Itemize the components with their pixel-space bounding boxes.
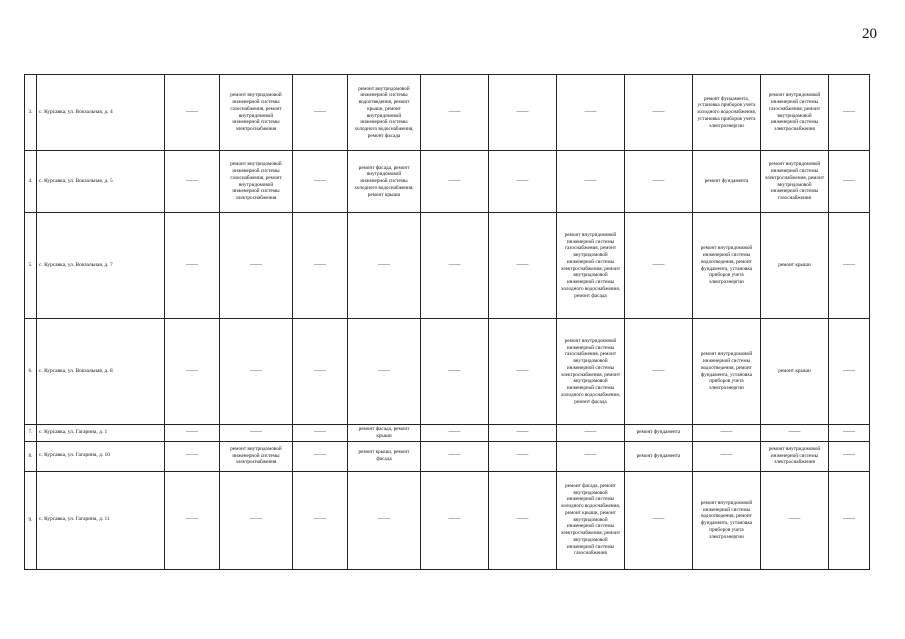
empty-cell: —— <box>220 471 293 569</box>
repair-work-cell: ремонт внутридомовой инженерной системы газоснабжения, ремонт внутридомовой инженерной системы электроснабжения, ремонт внутридомовой инженерной системы холодного водоснабжения, ремонт фасада <box>557 319 625 425</box>
empty-cell: —— <box>625 213 693 319</box>
repair-work-cell: ремонт внутридомовой инженерной системы водоотведения, ремонт крыши, ремонт внутридомовой инженерной системы холодного водоснабжения, ремонт фасада <box>348 75 421 151</box>
empty-cell: —— <box>829 75 870 151</box>
row-number: 4. <box>25 151 37 213</box>
empty-cell: —— <box>829 319 870 425</box>
repair-work-cell: ремонт внутридомовой инженерной системы электроснабжения <box>220 441 293 471</box>
repair-work-cell: ремонт внутридомовой инженерной системы газоснабжения, ремонт внутридомовой инженерной системы электроснабжения <box>761 75 829 151</box>
empty-cell: —— <box>829 441 870 471</box>
repair-work-cell: ремонт фасада, ремонт внутридомовой инженерной системы холодного водоснабжения, ремонт крыши, ремонт внутридомовой инженерной системы электроснабжения, ремонт внутридомовой инженерной системы газоснабжения <box>557 471 625 569</box>
repair-work-cell: ремонт фасада, ремонт крыши <box>348 425 421 442</box>
repair-work-cell: ремонт внутридомовой инженерной системы газоснабжения, ремонт внутридомовой инженерной системы электроснабжения <box>220 75 293 151</box>
empty-cell: —— <box>829 213 870 319</box>
empty-cell: —— <box>557 425 625 442</box>
empty-cell: —— <box>293 213 348 319</box>
empty-cell: —— <box>421 471 489 569</box>
table-row <box>25 75 870 151</box>
repair-work-cell: ремонт внутридомовой инженерной системы электроснабжения <box>761 441 829 471</box>
repair-work-cell: ремонт внутридомовой инженерной системы газоснабжения, ремонт внутридомовой инженерной системы электроснабжения, ремонт внутридомовой инженерной системы холодного водоснабжения, ремонт фасада <box>557 213 625 319</box>
table-body <box>25 75 870 570</box>
empty-cell: —— <box>165 319 220 425</box>
address-cell: с. Курсавка, ул. Гагарина, д. 10 <box>37 441 165 471</box>
empty-cell: —— <box>348 471 421 569</box>
row-number: 7. <box>25 425 37 442</box>
empty-cell: —— <box>220 425 293 442</box>
empty-cell: —— <box>489 151 557 213</box>
row-number: 9. <box>25 471 37 569</box>
repair-work-cell: ремонт крыши <box>761 319 829 425</box>
repair-work-cell: ремонт фундамента, установка приборов учета холодного водоснабжения, установка приборов учета электроэнергии <box>693 75 761 151</box>
empty-cell: —— <box>693 425 761 442</box>
address-cell: с. Курсавка, ул. Вокзальная, д. 4 <box>37 75 165 151</box>
empty-cell: —— <box>489 425 557 442</box>
repair-work-cell: ремонт внутридомовой инженерной системы газоснабжения, ремонт внутридомовой инженерной системы электроснабжения <box>220 151 293 213</box>
empty-cell: —— <box>693 441 761 471</box>
empty-cell: —— <box>220 213 293 319</box>
empty-cell: —— <box>489 441 557 471</box>
address-cell: с. Курсавка, ул. Вокзальная, д. 5 <box>37 151 165 213</box>
address-cell: с. Курсавка, ул. Вокзальная, д. 8 <box>37 319 165 425</box>
empty-cell: —— <box>165 425 220 442</box>
empty-cell: —— <box>348 213 421 319</box>
empty-cell: —— <box>761 471 829 569</box>
repair-work-cell: ремонт фундамента <box>693 151 761 213</box>
repair-work-cell: ремонт фундамента <box>625 441 693 471</box>
repair-work-cell: ремонт крыши <box>761 213 829 319</box>
empty-cell: —— <box>165 213 220 319</box>
empty-cell: —— <box>421 441 489 471</box>
empty-cell: —— <box>829 151 870 213</box>
empty-cell: —— <box>348 319 421 425</box>
row-number: 3. <box>25 75 37 151</box>
page-number: 20 <box>862 26 877 42</box>
empty-cell: —— <box>293 471 348 569</box>
table-row <box>25 441 870 471</box>
empty-cell: —— <box>220 319 293 425</box>
empty-cell: —— <box>489 213 557 319</box>
repair-work-cell: ремонт фасада, ремонт внутридомовой инженерной системы холодного водоснабжения, ремонт крыши <box>348 151 421 213</box>
repair-work-cell: ремонт фундамента <box>625 425 693 442</box>
empty-cell: —— <box>165 75 220 151</box>
empty-cell: —— <box>625 471 693 569</box>
empty-cell: —— <box>293 151 348 213</box>
empty-cell: —— <box>625 151 693 213</box>
repair-work-cell: ремонт внутридомовой инженерной системы водоотведения, ремонт фундамента, установка приборов учета электроэнергии <box>693 319 761 425</box>
row-number: 6. <box>25 319 37 425</box>
address-cell: с. Курсавка, ул. Гагарина, д. 1 <box>37 425 165 442</box>
empty-cell: —— <box>761 425 829 442</box>
empty-cell: —— <box>829 425 870 442</box>
repair-work-cell: ремонт внутридомовой инженерной системы водоотведения, ремонт фундамента, установка приборов учета электроэнергии <box>693 471 761 569</box>
repair-work-cell: ремонт внутридомовой инженерной системы водоотведения, ремонт фундамента, установка приборов учета электроэнергии <box>693 213 761 319</box>
empty-cell: —— <box>489 75 557 151</box>
empty-cell: —— <box>421 75 489 151</box>
empty-cell: —— <box>625 319 693 425</box>
address-cell: с. Курсавка, ул. Вокзальная, д. 7 <box>37 213 165 319</box>
empty-cell: —— <box>421 213 489 319</box>
empty-cell: —— <box>293 319 348 425</box>
empty-cell: —— <box>829 471 870 569</box>
table-row <box>25 471 870 569</box>
empty-cell: —— <box>165 151 220 213</box>
empty-cell: —— <box>557 75 625 151</box>
table-row <box>25 151 870 213</box>
empty-cell: —— <box>557 441 625 471</box>
empty-cell: —— <box>489 319 557 425</box>
empty-cell: —— <box>165 471 220 569</box>
table-row <box>25 425 870 442</box>
empty-cell: —— <box>625 75 693 151</box>
table-row <box>25 213 870 319</box>
empty-cell: —— <box>421 425 489 442</box>
repair-schedule-table <box>24 74 870 570</box>
row-number: 5. <box>25 213 37 319</box>
repair-work-cell: ремонт внутридомовой инженерной системы электроснабжения, ремонт внутридомовой инженерной системы газоснабжения <box>761 151 829 213</box>
empty-cell: —— <box>557 151 625 213</box>
row-number: 8. <box>25 441 37 471</box>
empty-cell: —— <box>489 471 557 569</box>
empty-cell: —— <box>421 151 489 213</box>
empty-cell: —— <box>293 425 348 442</box>
empty-cell: —— <box>421 319 489 425</box>
address-cell: с. Курсавка, ул. Гагарина, д. 11 <box>37 471 165 569</box>
table-row <box>25 319 870 425</box>
empty-cell: —— <box>165 441 220 471</box>
empty-cell: —— <box>293 75 348 151</box>
repair-work-cell: ремонт крыши, ремонт фасада <box>348 441 421 471</box>
empty-cell: —— <box>293 441 348 471</box>
